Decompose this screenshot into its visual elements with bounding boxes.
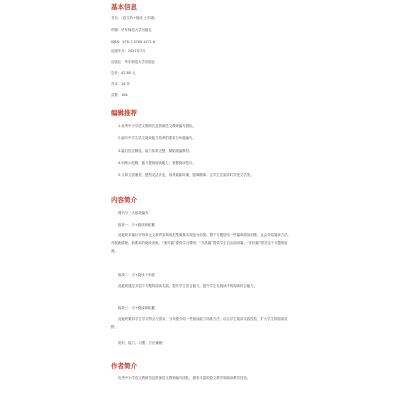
content-board-3-title: 板块三：天+阅读和积累 (118, 306, 155, 310)
field-isbn: ISBN：978-7-5760-1471-6 (111, 40, 156, 44)
content-board-1-desc: 此板块多篇针对每单元文章内容构成类型做基本规范为前提。整个专题设结一些篇章阅读训练，且会介绍阅读方法，开展新情境、新要求的阅读训练。“速写篇”提供学习要明；“书品篇”提供学生自由阅读篇；“评价篇”图对这个专题的检测。 (111, 233, 291, 253)
field-book-title: 书名：《语文的+阅读 七年级》 (111, 16, 158, 20)
basic-info-heading: 基本信息 (111, 3, 137, 11)
field-publisher: 出版社：华东师范大学出版社 (111, 60, 156, 64)
content-board-2-desc: 此板块通过多层个专题的阅读实践，提升学生语言能力，提升学生在阅读中的阅读综合能力。 (118, 284, 258, 288)
content-slogan: 知识、能力、习惯、方法兼顾！ (118, 341, 166, 345)
content-intro: 图书分三大板块编写： (118, 211, 152, 215)
recommend-point-3: 3.篇目经过精选，能力体系完整，紧贴统编教材。 (118, 149, 193, 153)
content-summary-heading: 内容简介 (111, 196, 137, 204)
author-intro-heading: 作者简介 (111, 362, 137, 370)
content-board-2-title: 板块二：天+阅读十年级 (118, 273, 155, 277)
recommend-point-4: 4.训练示范精，能力提练阅读能力，掌握阅读技巧。 (118, 161, 196, 165)
content-board-1-title: 板块一：天+阅读和积累 (118, 223, 155, 227)
field-pages: 页数：184 (111, 93, 128, 97)
field-printer: 印刷：华东师范大学出版社 (111, 28, 152, 32)
recommend-point-2: 2.编写中学生语文阅读能力培养的需求分年级编写。 (118, 136, 196, 140)
content-board-3-desc: 此板块紧扣学生学习特点与需求，分年级介绍一些阅读能力训练方法，结合学生阅读实践经验，扩大学生的阅读视野。 (111, 317, 288, 329)
recommend-point-5: 5.文章文质兼美，题型灵活多变，培养最新时潮，强调精神。让学生在阅读时享受文学美。 (118, 173, 254, 177)
field-price: 定价：42.80 元 (111, 71, 136, 75)
recommend-point-1: 1.优秀中小学语文教研员及资深语文教师编写团队。 (118, 124, 196, 128)
field-publish-date: 出版年月：2021年7月 (111, 49, 146, 53)
editor-recommend-heading: 编辑推荐 (111, 109, 137, 117)
field-format: 开本：16 开 (111, 82, 130, 86)
author-intro-text: 优秀中小学语文教研员及资深语文教师编写团队，拥有丰富的语文教学和阅读教学经验。 (118, 376, 251, 380)
